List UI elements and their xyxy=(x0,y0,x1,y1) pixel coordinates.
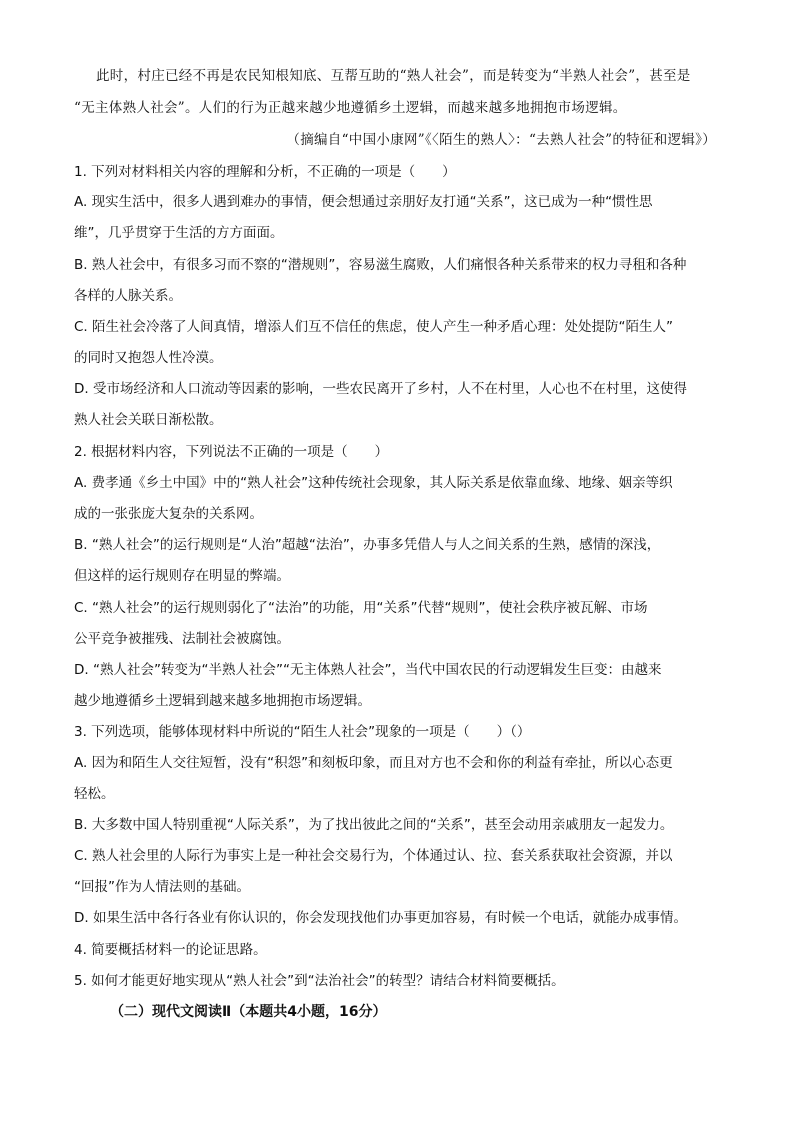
question-4-stem: 4. 简要概括材料一的论证思路。 xyxy=(74,942,267,958)
question-1-option-b: B. 熟人社会中，有很多习而不察的“潜规则”，容易滋生腐败，人们痛恨各种关系带来的权力寻租和各种 xyxy=(74,257,687,273)
question-2-option-d-cont: 越少地遵循乡土逻辑到越来越多地拥抱市场逻辑。 xyxy=(74,693,371,709)
passage-source: （摘编自“中国小康网”《〈陌生的熟人〉：“去熟人社会”的特征和逻辑》） xyxy=(286,132,716,148)
question-3-option-b: B. 大多数中国人特别重视“人际关系”，为了找出彼此之间的“关系”，甚至会动用亲戚朋友一起发力。 xyxy=(74,817,674,833)
question-3-option-a: A. 因为和陌生人交往短暂，没有“积怨”和刻板印象，而且对方也不会和你的利益有牵扯，所以心态更 xyxy=(74,755,673,771)
question-3-option-d: D. 如果生活中各行各业有你认识的，你会发现找他们办事更加容易，有时候一个电话，就能办成事情。 xyxy=(74,910,687,926)
question-1-option-d: D. 受市场经济和人口流动等因素的影响，一些农民离开了乡村，人不在村里，人心也不在村里，这使得 xyxy=(74,381,687,397)
question-5-stem: 5. 如何才能更好地实现从“熟人社会”到“法治社会”的转型？请结合材料简要概括。 xyxy=(74,973,565,989)
question-2-option-c-cont: 公平竞争被摧残、法制社会被腐蚀。 xyxy=(74,631,290,647)
question-1-option-a-cont: 维”，几乎贯穿于生活的方方面面。 xyxy=(74,225,284,241)
question-2-stem: 2. 根据材料内容，下列说法不正确的一项是（ ） xyxy=(74,444,389,460)
question-1-option-c: C. 陌生社会冷落了人间真情，增添人们互不信任的焦虑，使人产生一种矛盾心理：处处提防“陌生人” xyxy=(74,319,673,335)
question-2-option-b: B. “熟人社会”的运行规则是“人治”超越“法治”，办事多凭借人与人之间关系的生熟，感情的深浅， xyxy=(74,537,661,553)
question-1-option-b-cont: 各样的人脉关系。 xyxy=(74,288,182,304)
question-1-stem: 1. 下列对材料相关内容的理解和分析，不正确的一项是（ ） xyxy=(74,164,456,180)
question-1-option-d-cont: 熟人社会关联日渐松散。 xyxy=(74,412,223,428)
question-1-option-c-cont: 的同时又抱怨人性冷漠。 xyxy=(74,350,223,366)
question-2-option-c: C. “熟人社会”的运行规则弱化了“法治”的功能，用“关系”代替“规则”，使社会秩序被瓦解、市场 xyxy=(74,600,648,616)
question-3-option-c: C. 熟人社会里的人际行为事实上是一种社会交易行为，个体通过认、拉、套关系获取社会资源，并以 xyxy=(74,848,673,864)
question-3-option-c-cont: “回报”作为人情法则的基础。 xyxy=(74,879,250,895)
passage-line-1: 此时，村庄已经不再是农民知根知底、互帮互助的“熟人社会”，而是转变为“半熟人社会”，甚至是 xyxy=(96,68,691,84)
question-2-option-a-cont: 成的一张张庞大复杂的关系网。 xyxy=(74,506,263,522)
passage-line-2: “无主体熟人社会”。人们的行为正越来越少地遵循乡土逻辑，而越来越多地拥抱市场逻辑。 xyxy=(74,100,627,116)
question-2-option-d: D. “熟人社会”转变为“半熟人社会”“无主体熟人社会”，当代中国农民的行动逻辑发生巨变：由越来 xyxy=(74,662,662,678)
question-2-option-b-cont: 但这样的运行规则存在明显的弊端。 xyxy=(74,568,290,584)
question-2-option-a: A. 费孝通《乡土中国》中的“熟人社会”这种传统社会现象，其人际关系是依靠血缘、地缘、姻亲等织 xyxy=(74,475,673,491)
question-3-option-a-cont: 轻松。 xyxy=(74,786,115,802)
section-heading: （二）现代文阅读Ⅱ（本题共4小题，16分） xyxy=(110,1004,387,1020)
question-3-stem: 3. 下列选项，能够体现材料中所说的“陌生人社会”现象的一项是（ ）（） xyxy=(74,724,531,740)
question-1-option-a: A. 现实生活中，很多人遇到难办的事情，便会想通过亲朋好友打通“关系”，这已成为一种“惯性思 xyxy=(74,194,653,210)
